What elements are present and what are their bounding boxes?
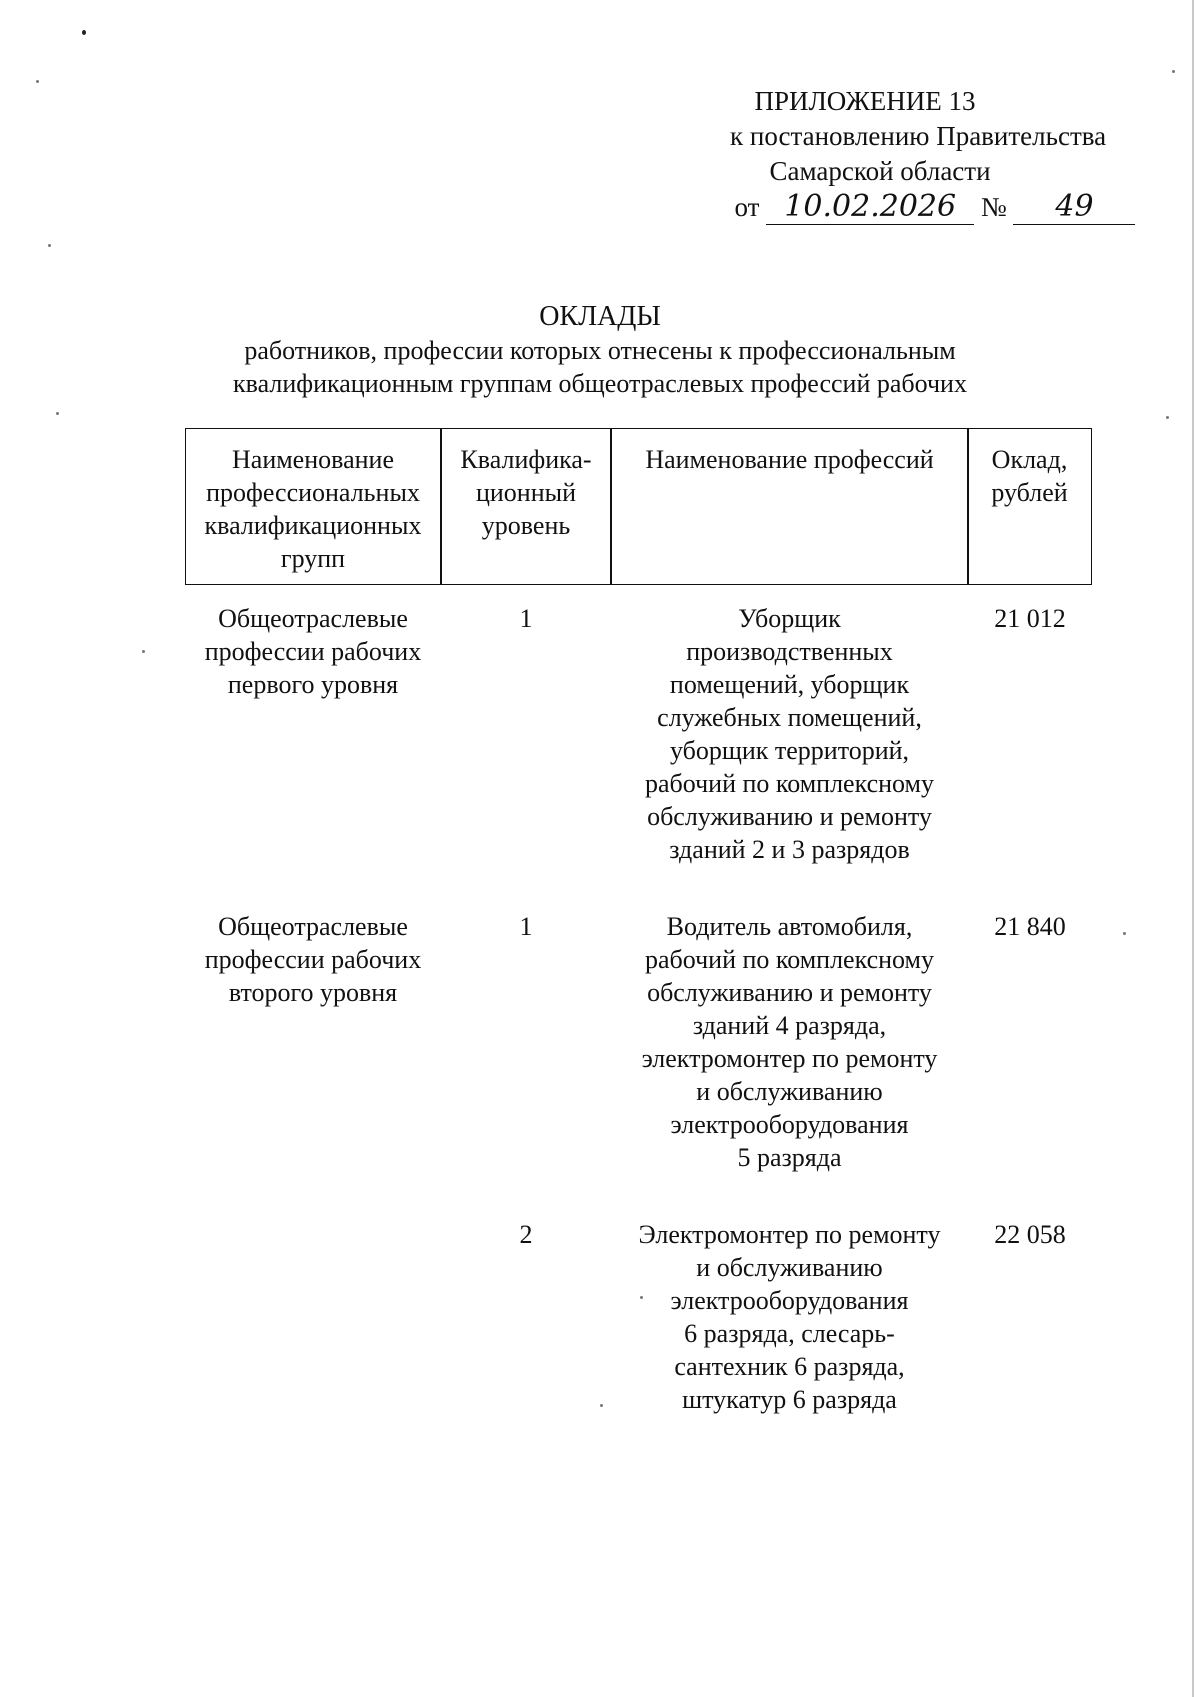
scan-speck: [1172, 70, 1175, 73]
row1-level: 1: [519, 604, 533, 633]
header-professions: Наименование профессий: [645, 445, 934, 474]
row3-professions: Электромонтер по ремонту и обслуживанию электрооборудования 6 разряда, слесарь- сантехник 6 разряда, штукатур 6 разряда: [638, 1220, 941, 1414]
scan-speck: [600, 1404, 603, 1407]
row1-salary: 21 012: [994, 604, 1066, 633]
subtitle-line: работников, профессии которых отнесены к профессиональным: [244, 336, 956, 365]
scan-speck: [48, 244, 51, 247]
header-qualification-level: Квалифика- ционный уровень: [460, 445, 592, 540]
date-prefix: от: [734, 192, 760, 222]
handwritten-date: 10.02.2026: [766, 190, 974, 225]
appendix-title: ПРИЛОЖЕНИЕ 13: [754, 86, 976, 116]
handwritten-number: 49: [1013, 190, 1135, 225]
document-subtitle: [200, 334, 1000, 400]
row1-group: Общеотраслевые профессии рабочих первого уровня: [204, 604, 422, 699]
row2-salary: 21 840: [994, 912, 1066, 941]
subtitle-line: квалификационным группам общеотраслевых профессий рабочих: [233, 369, 967, 398]
row3-level: 2: [519, 1220, 533, 1249]
appendix-resolution-line: к постановлению Правительства: [730, 121, 1107, 151]
document-title: ОКЛАДЫ: [539, 301, 661, 332]
row3-salary: 22 058: [994, 1220, 1066, 1249]
page-edge: [1192, 0, 1194, 1697]
table-header: [185, 428, 1092, 585]
scan-speck: [56, 412, 59, 415]
row2-level: 1: [519, 912, 533, 941]
row2-professions: Водитель автомобиля, рабочий по комплексному обслуживанию и ремонту зданий 4 разряда, электромонтер по ремонту и обслуживанию электрооборудования 5 разряда: [641, 912, 938, 1172]
scan-speck: [36, 80, 39, 83]
scan-speck: [142, 650, 145, 653]
header-salary: Оклад, рублей: [991, 445, 1068, 507]
appendix-region-line: Самарской области: [769, 156, 991, 186]
row1-professions: Уборщик производственных помещений, уборщик служебных помещений, уборщик территорий, рабочий по комплексному обслуживанию и ремонту зданий 2 и 3 разрядов: [644, 604, 934, 864]
row2-group: Общеотраслевые профессии рабочих второго уровня: [204, 912, 422, 1007]
scan-speck: [82, 30, 86, 35]
appendix-date-line: [720, 190, 1150, 225]
number-sign: №: [980, 192, 1007, 222]
scan-speck: [1166, 416, 1169, 419]
scan-speck: [1123, 932, 1126, 935]
header-group-name: Наименование профессиональных квалификационных групп: [204, 445, 422, 573]
